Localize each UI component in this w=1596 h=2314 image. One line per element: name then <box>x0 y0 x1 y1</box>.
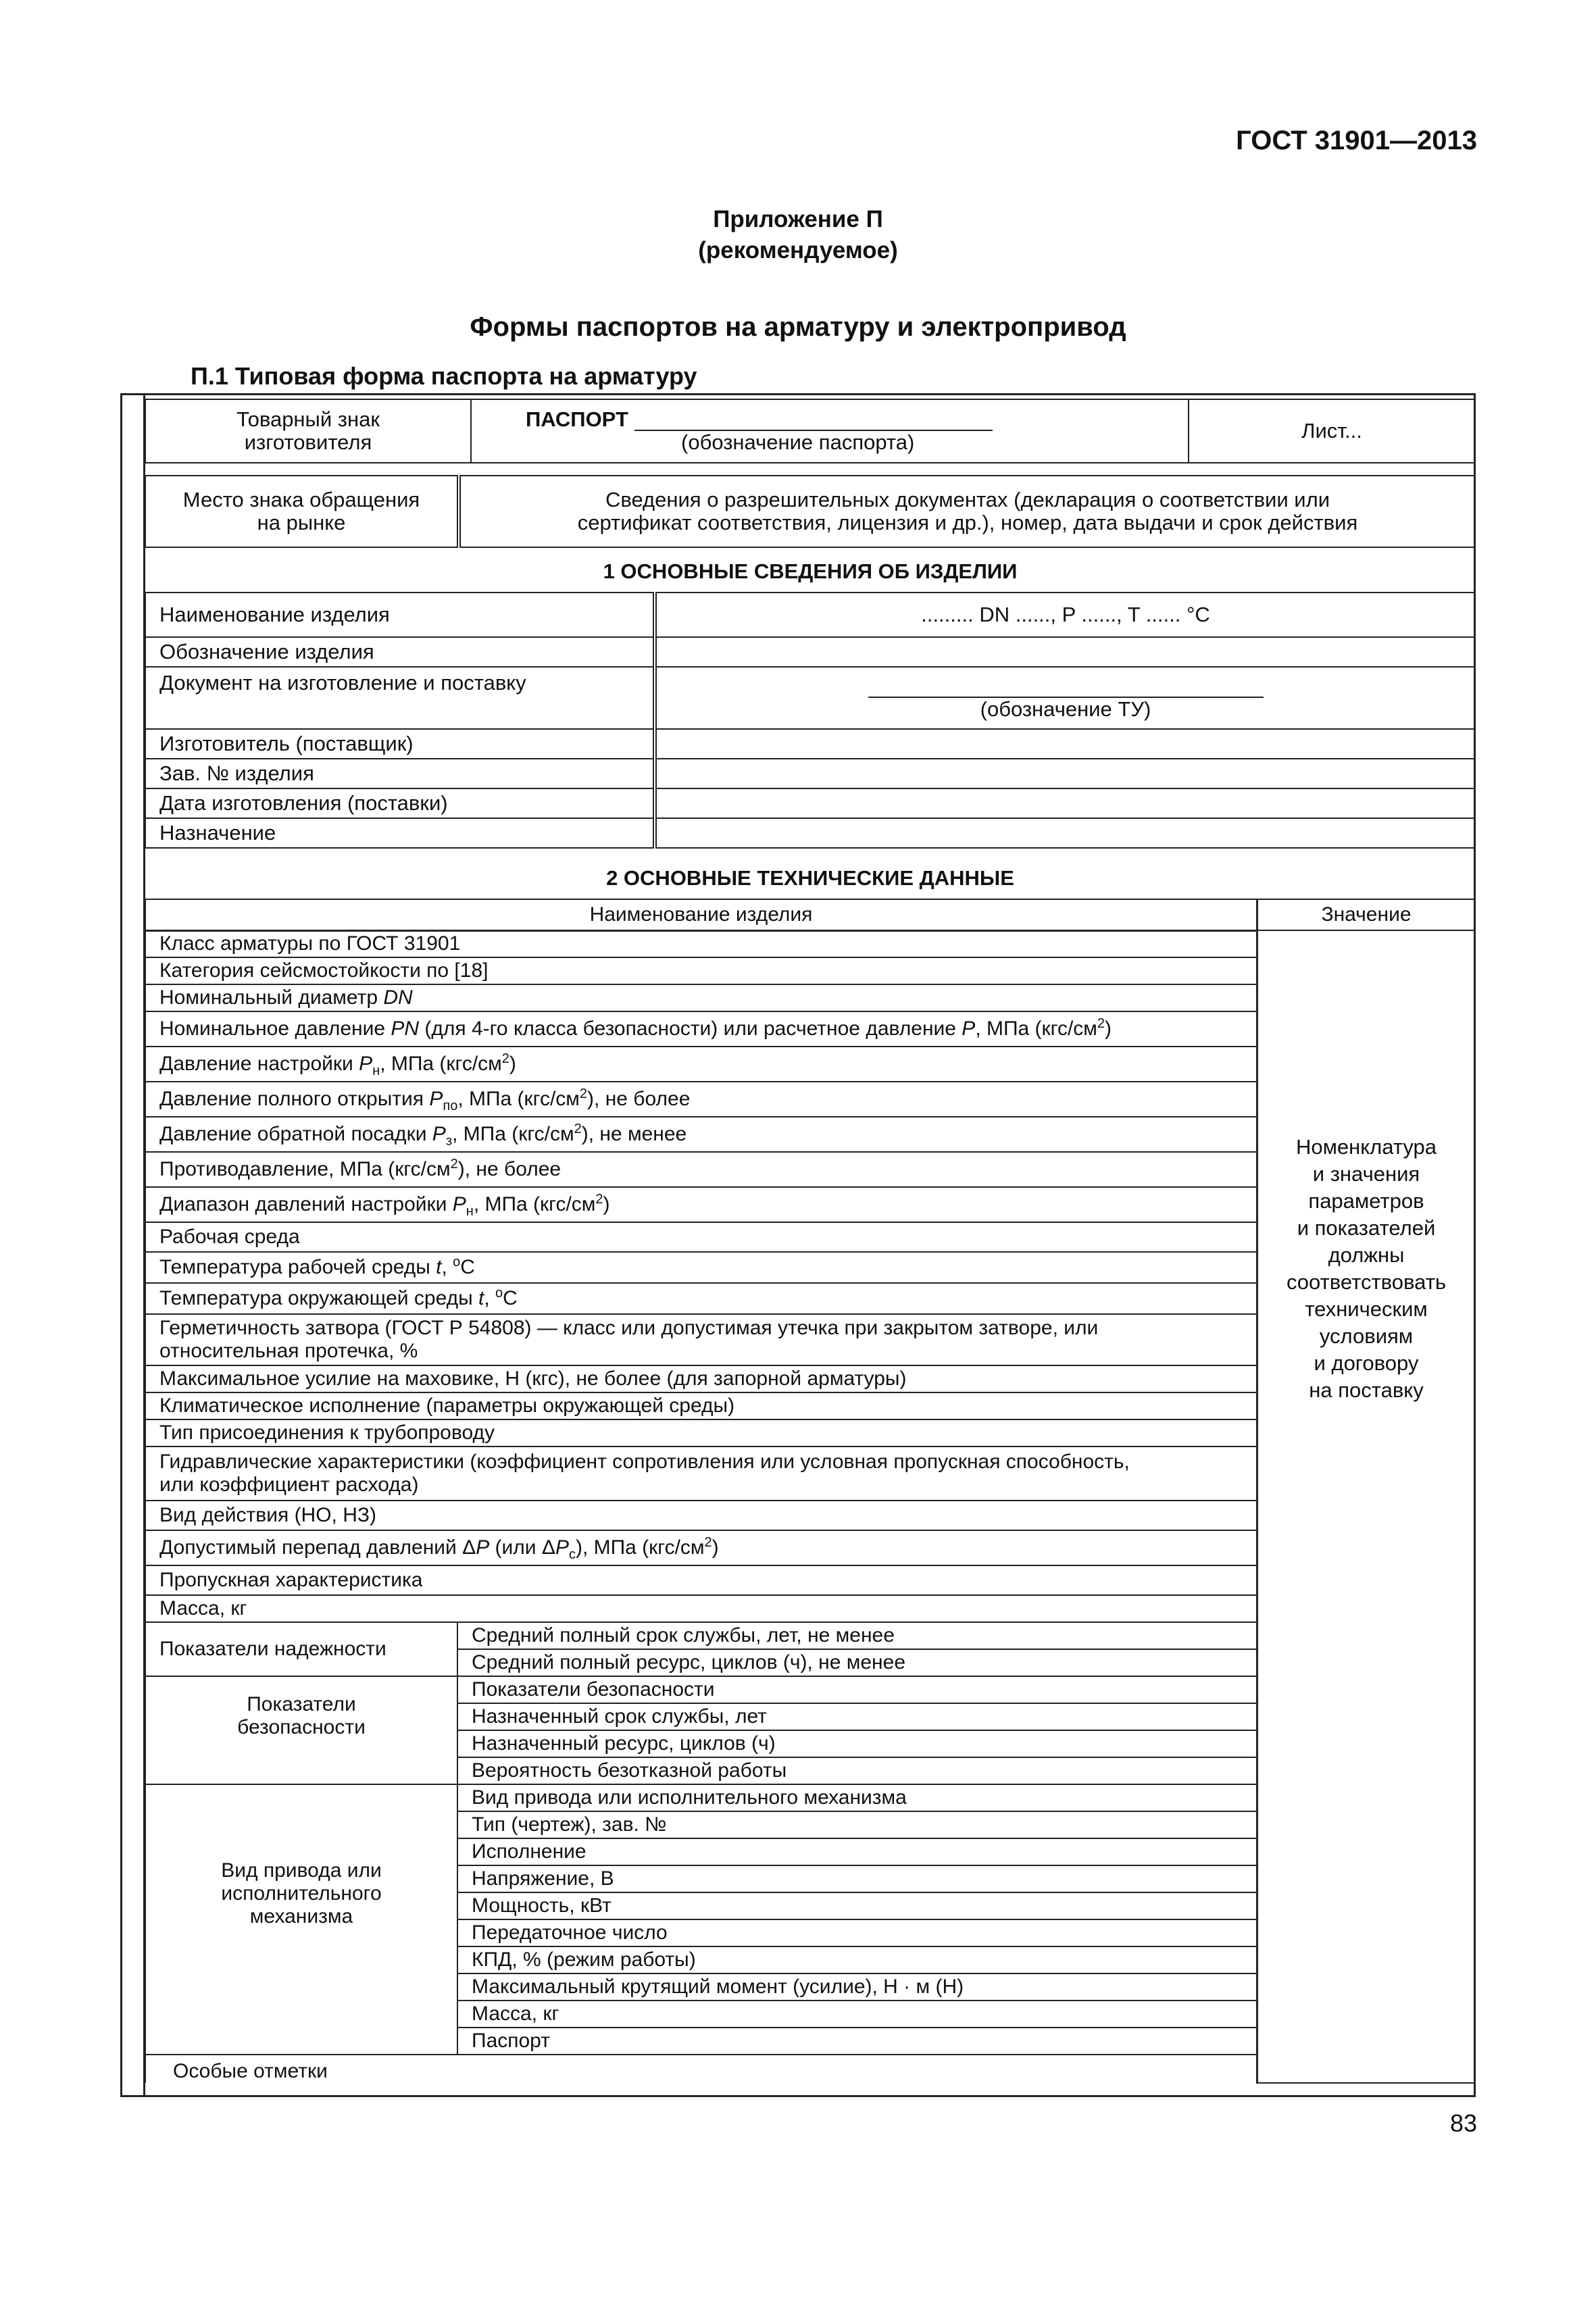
tu-caption: (обозначение ТУ) <box>980 697 1151 721</box>
trademark-line1: Товарный знак <box>236 407 380 431</box>
passport-label: ПАСПОРТ <box>526 407 628 431</box>
note-line: и значения <box>1312 1162 1420 1186</box>
s2-subrow: Мощность, кВт <box>457 1892 1257 1919</box>
s2-row: Давление настройки $P_н$, МПа $(кгс/см^2)$ <box>145 1047 1257 1082</box>
permits-cell <box>459 476 1475 547</box>
s2-row: Климатическое исполнение (параметры окружающей среды) <box>145 1392 1257 1419</box>
passport-header-table <box>145 399 1476 463</box>
drive-label-line2: исполнительного <box>221 1882 382 1905</box>
s1-row-value <box>655 729 1475 759</box>
s2-subrow: Тип (чертеж), зав. № <box>457 1811 1257 1838</box>
note-line: и показателей <box>1297 1216 1436 1240</box>
safety-label-line1: Показатели <box>247 1693 356 1715</box>
s1-row-label: Обозначение изделия <box>145 637 655 667</box>
passport-number-line <box>634 409 993 431</box>
standard-code: ГОСТ 31901—2013 <box>1236 126 1477 155</box>
page-number: 83 <box>1449 2109 1477 2137</box>
s2-row: Противодавление, МПа $(кгс/см^2)$, не более <box>145 1152 1257 1187</box>
section1-title: 1 ОСНОВНЫЕ СВЕДЕНИЯ ОБ ИЗДЕЛИИ <box>603 559 1018 583</box>
sheet-label: Лист... <box>1301 419 1362 443</box>
s2-subrow: Показатели безопасности <box>457 1676 1257 1703</box>
drive-label-line1: Вид привода или <box>221 1859 382 1882</box>
s2-row: Температура окружающей среды t, $^о$С <box>145 1283 1257 1314</box>
section1-table <box>145 592 1476 849</box>
s1-row-label: Документ на изготовление и поставку <box>145 667 655 729</box>
s2-row: Диапазон давлений настройки $P_н$, МПа $(кгс/см^2)$ <box>145 1187 1257 1222</box>
s1-row-label: Дата изготовления (поставки) <box>145 788 655 818</box>
special-marks: Особые отметки <box>145 2055 1257 2083</box>
s2-row: Масса, кг <box>145 1595 1257 1622</box>
note-line: техническим <box>1305 1297 1428 1321</box>
drive-label-line3: механизма <box>249 1905 353 1928</box>
section2-title: 2 ОСНОВНЫЕ ТЕХНИЧЕСКИЕ ДАННЫЕ <box>606 866 1014 890</box>
safety-label <box>145 1676 457 1784</box>
trademark-cell <box>145 399 471 463</box>
s2-row-multiline <box>145 1447 1257 1501</box>
subsection-title: П.1 Типовая форма паспорта на арматуру <box>191 362 697 390</box>
s2-subrow: КПД, % (режим работы) <box>457 1946 1257 1973</box>
s2-subrow: Масса, кг <box>457 2001 1257 2028</box>
s1-name-value: ......... DN ......, P ......, T ...... °C <box>655 593 1475 637</box>
s2-row: Номинальное давление PN (для 4-го класса безопасности) или расчетное давление P, МПа $(кгс/см^2)$ <box>145 1011 1257 1047</box>
s1-row-value <box>655 788 1475 818</box>
s2-row-line: или коэффициент расхода) <box>159 1474 419 1496</box>
s2-row: Давление полного открытия $P_{по}$, МПа $(кгс/см^2)$, не более <box>145 1082 1257 1117</box>
drive-label <box>145 1784 457 2055</box>
s2-subrow: Напряжение, В <box>457 1865 1257 1892</box>
market-sign-cell <box>145 476 459 547</box>
s2-value-note <box>1257 930 1476 2083</box>
s2-subrow: Средний полный срок службы, лет, не менее <box>457 1622 1257 1649</box>
note-line: должны <box>1328 1243 1405 1267</box>
safety-label-line2: безопасности <box>237 1716 366 1738</box>
s2-header-name: Наименование изделия <box>145 899 1257 930</box>
passport-cell <box>471 399 1189 463</box>
s2-subrow: Исполнение <box>457 1838 1257 1865</box>
appendix-status: (рекомендуемое) <box>698 237 898 263</box>
s2-row: Давление обратной посадки $P_з$, МПа $(кгс/см^2)$, не менее <box>145 1117 1257 1152</box>
s2-row-multiline <box>145 1314 1257 1365</box>
forms-title: Формы паспортов на арматуру и электропривод <box>470 312 1126 342</box>
note-line: Номенклатура <box>1295 1135 1437 1159</box>
note-line: на поставку <box>1309 1378 1424 1402</box>
s1-tu-cell <box>655 667 1475 729</box>
s2-row: Вид действия (НО, НЗ) <box>145 1501 1257 1530</box>
market-sign-line2: на рынке <box>257 511 346 534</box>
s2-row: Номинальный диаметр DN <box>145 984 1257 1011</box>
s1-row-label: Наименование изделия <box>145 593 655 637</box>
note-line: соответствовать <box>1286 1270 1447 1294</box>
s2-subrow: Максимальный крутящий момент (усилие), Н · м (Н) <box>457 1973 1257 2001</box>
market-sign-line1: Место знака обращения <box>182 488 420 511</box>
section2-table <box>145 899 1476 2084</box>
passport-caption: (обозначение паспорта) <box>681 430 915 454</box>
s2-row: Допустимый перепад давлений ΔP (или $\Delta P_с$), МПа $(кгс/см^2)$ <box>145 1530 1257 1565</box>
s2-row: Класс арматуры по ГОСТ 31901 <box>145 930 1257 957</box>
appendix-name: Приложение П <box>713 206 883 232</box>
sheet-cell <box>1189 399 1475 463</box>
reliability-label: Показатели надежности <box>145 1622 457 1676</box>
s1-row-label: Изготовитель (поставщик) <box>145 729 655 759</box>
s2-subrow: Вероятность безотказной работы <box>457 1757 1257 1784</box>
s2-header-value: Значение <box>1257 899 1476 930</box>
s1-row-value <box>655 759 1475 788</box>
s2-subrow: Назначенный срок службы, лет <box>457 1703 1257 1730</box>
s2-row: Тип присоединения к трубопроводу <box>145 1419 1257 1447</box>
s2-subrow: Вид привода или исполнительного механизма <box>457 1784 1257 1811</box>
permits-line1: Сведения о разрешительных документах (декларация о соответствии или <box>605 488 1330 511</box>
s1-row-label: Зав. № изделия <box>145 759 655 788</box>
note-line: параметров <box>1308 1189 1424 1213</box>
s2-row: Пропускная характеристика <box>145 1565 1257 1595</box>
s1-row-value <box>655 637 1475 667</box>
s2-row-line: Гидравлические характеристики (коэффициент сопротивления или условная пропускная способность, <box>159 1451 1130 1473</box>
tu-line <box>868 676 1264 698</box>
s1-row-label: Назначение <box>145 818 655 848</box>
s2-subrow: Средний полный ресурс, циклов (ч), не менее <box>457 1649 1257 1676</box>
s2-row: Максимальное усилие на маховике, Н (кгс), не более (для запорной арматуры) <box>145 1365 1257 1392</box>
s1-row-value <box>655 818 1475 848</box>
s2-subrow: Передаточное число <box>457 1919 1257 1946</box>
s2-row-line: относительная протечка, % <box>159 1340 418 1362</box>
s2-subrow: Паспорт <box>457 2028 1257 2055</box>
market-table <box>145 475 1476 548</box>
s2-row: Категория сейсмостойкости по [18] <box>145 957 1257 984</box>
trademark-line2: изготовителя <box>244 430 372 454</box>
note-line: условиям <box>1319 1324 1414 1348</box>
s2-subrow: Назначенный ресурс, циклов (ч) <box>457 1730 1257 1757</box>
permits-line2: сертификат соответствия, лицензия и др.), номер, дата выдачи и срок действия <box>577 511 1358 534</box>
s2-row: Температура рабочей среды t, $^о$С <box>145 1252 1257 1283</box>
s2-row: Рабочая среда <box>145 1222 1257 1252</box>
note-line: и договору <box>1314 1351 1419 1375</box>
s2-row-line: Герметичность затвора (ГОСТ Р 54808) — класс или допустимая утечка при закрытом затворе, или <box>159 1317 1099 1339</box>
appendix-title <box>0 204 1596 266</box>
